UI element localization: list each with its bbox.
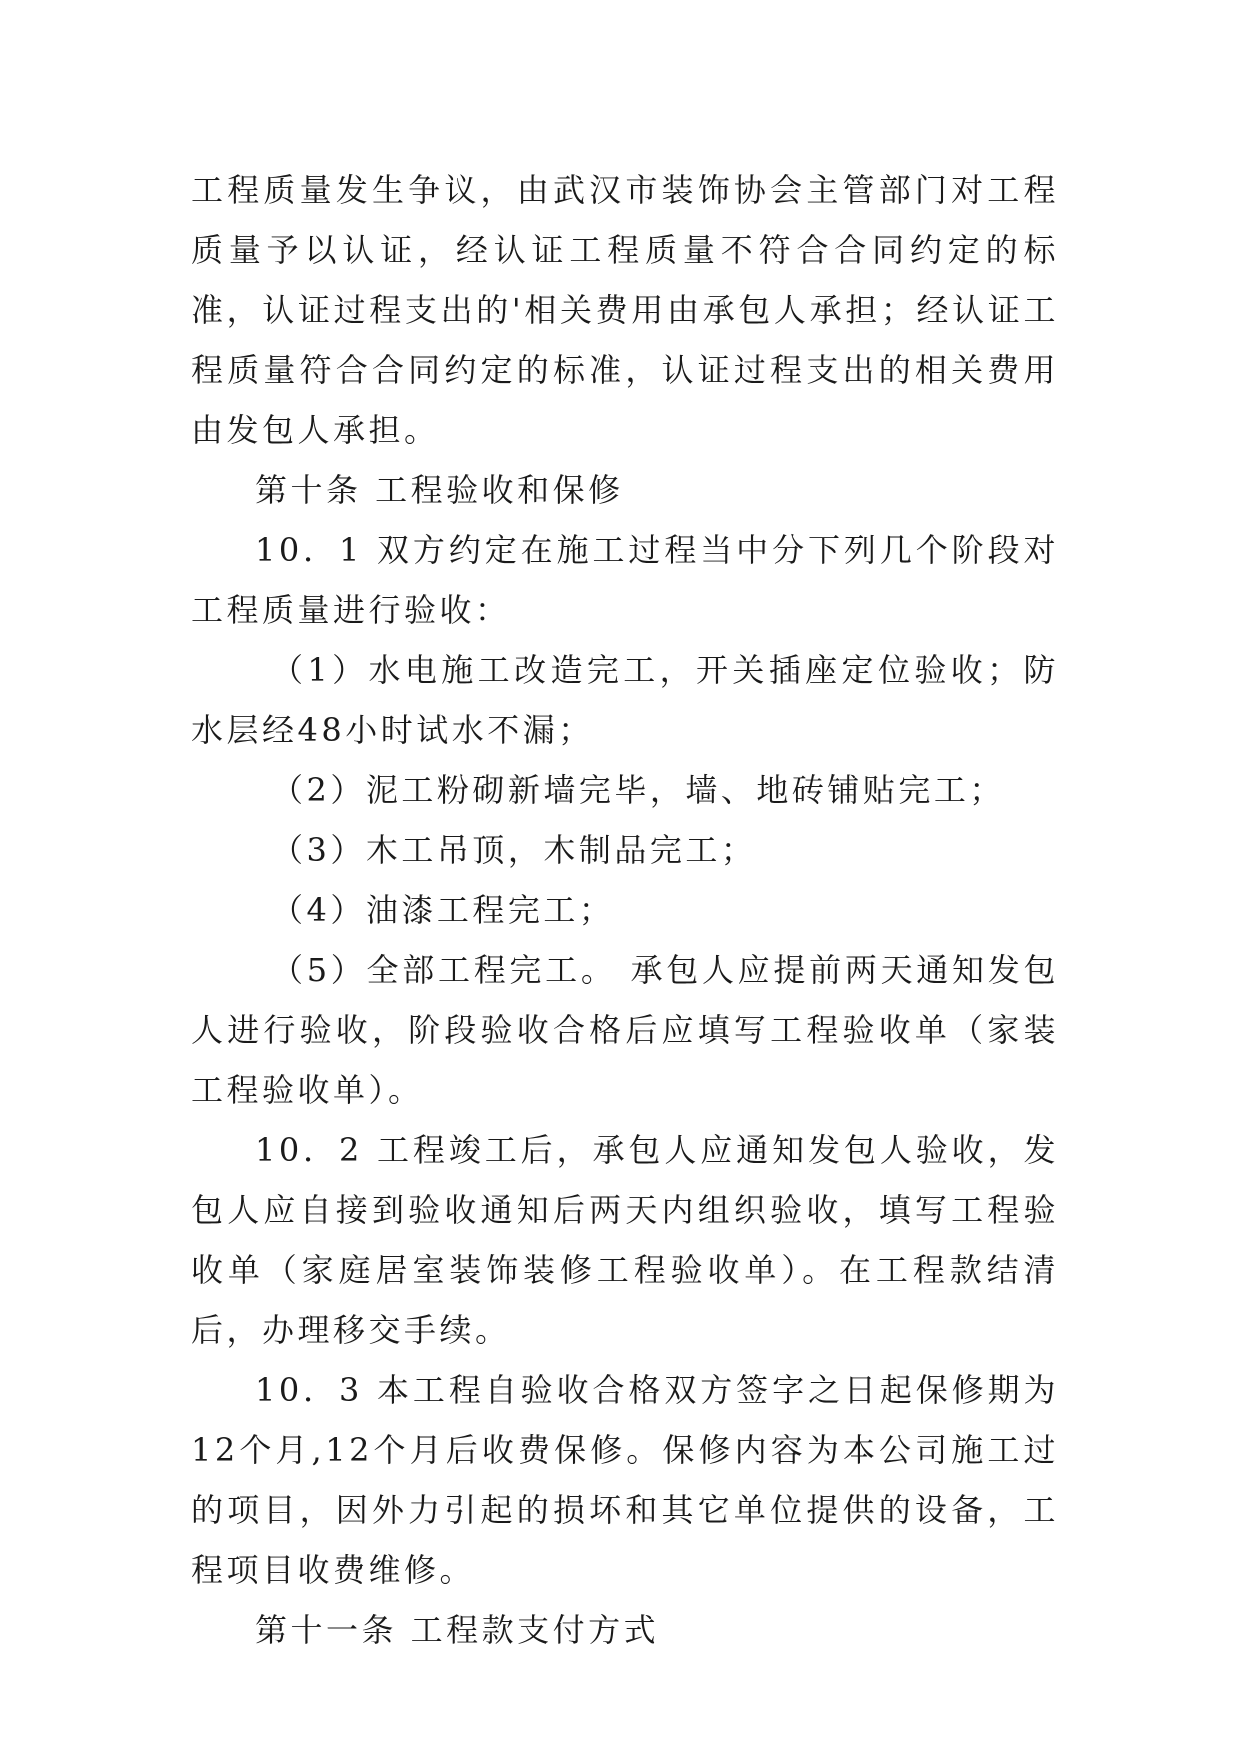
heading-article-11: 第十一条 工程款支付方式 [255,1611,660,1649]
list-item-stage-1: （1）水电施工改造完工，开关插座定位验收；防水层经48小时试水不漏； [191,651,1059,749]
clause-10-1: 10．1 双方约定在施工过程当中分下列几个阶段对工程质量进行验收： [191,531,1059,629]
list-item-stage-5: （5）全部工程完工。 承包人应提前两天通知发包人进行验收，阶段验收合格后应填写工程验收单（家装工程验收单）。 [191,951,1059,1109]
clause-10-3: 10．3 本工程自验收合格双方签字之日起保修期为12个月,12个月后收费保修。保修内容为本公司施工过的项目，因外力引起的损坏和其它单位提供的设备，工程项目收费维修。 [191,1371,1059,1589]
clause-10-2: 10．2 工程竣工后，承包人应通知发包人验收，发包人应自接到验收通知后两天内组织验收，填写工程验收单（家庭居室装饰装修工程验收单）。在工程款结清后，办理移交手续。 [191,1131,1059,1349]
document-body [191,160,1059,1660]
list-item-stage-2: （2）泥工粉砌新墙完毕，墙、地砖铺贴完工； [271,771,1005,809]
paragraph-quality-dispute: 工程质量发生争议，由武汉市装饰协会主管部门对工程质量予以认证，经认证工程质量不符合合同约定的标准，认证过程支出的'相关费用由承包人承担；经认证工程质量符合合同约定的标准，认证过程支出的相关费用由发包人承担。 [191,171,1059,449]
list-item-stage-4: （4）油漆工程完工； [271,891,615,929]
heading-article-10: 第十条 工程验收和保修 [255,471,624,509]
list-item-stage-3: （3）木工吊顶，木制品完工； [271,831,757,869]
